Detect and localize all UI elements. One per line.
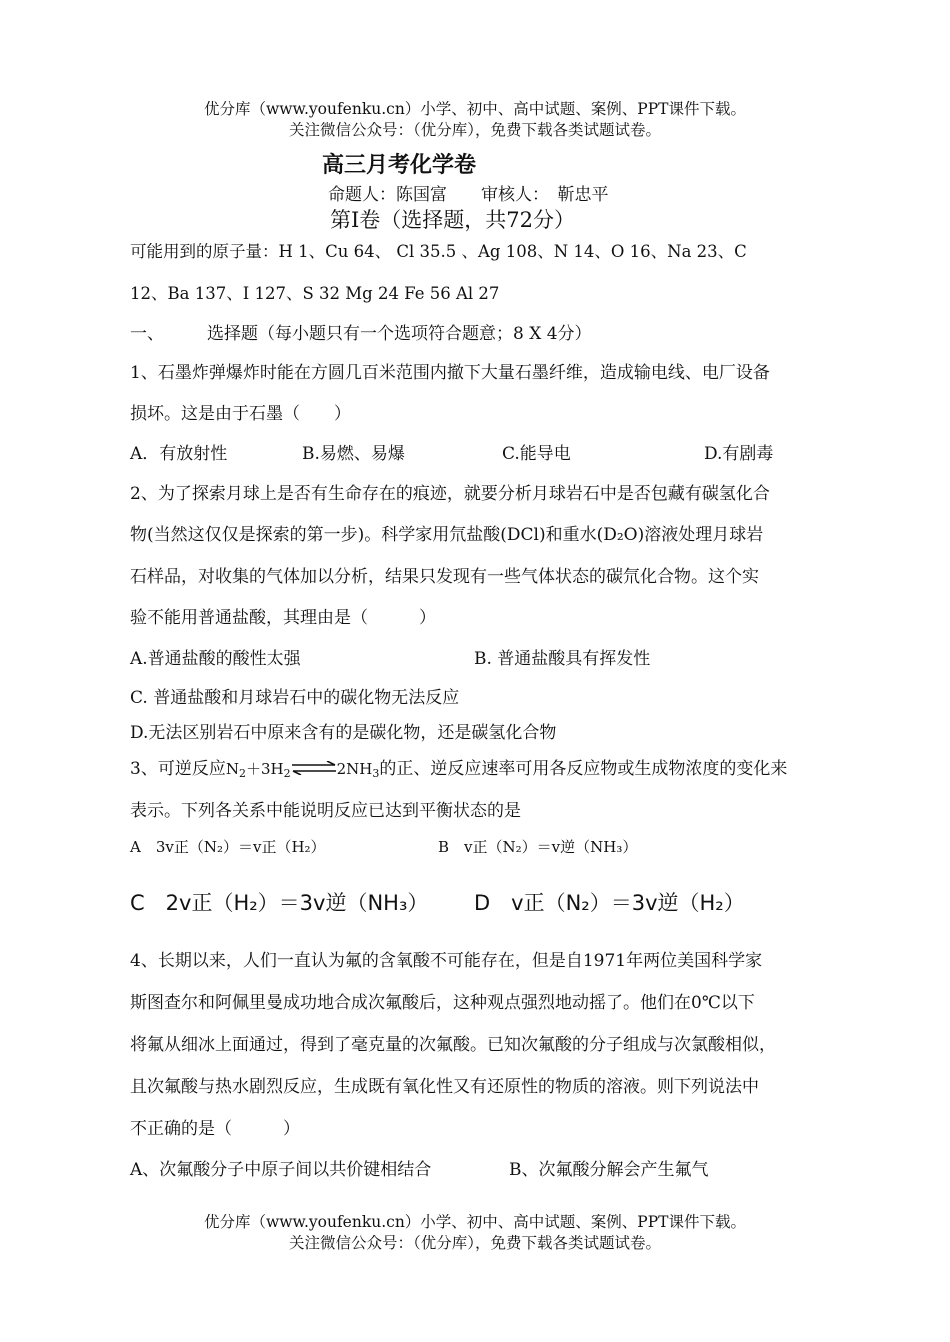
footer-line-1: 优分库（www.youfenku.cn）小学、初中、高中试题、案例、PPT课件下载。 [203, 1213, 747, 1231]
header-line-1: 优分库（www.youfenku.cn）小学、初中、高中试题、案例、PPT课件下载。 [203, 100, 747, 118]
q1-option-c: C.能导电 [502, 444, 571, 464]
header-line-2: 关注微信公众号：（优分库），免费下载各类试题试卷。 [288, 121, 661, 139]
q3-reactants: $N_2+3H_2$ [225, 760, 291, 780]
q1-option-a: A．有放射性 [130, 444, 228, 464]
q3-option-c-text: C 2v正（H₂）＝3v逆（NH₃） [130, 891, 429, 915]
section-heading: 选择题（每小题只有一个选项符合题意；8 X 4分） [207, 324, 592, 344]
q2-option-c: C. 普通盐酸和月球岩石中的碳化物无法反应 [130, 688, 460, 708]
q1-option-b: B.易燃、易爆 [302, 444, 405, 464]
q4-option-a: A、次氟酸分子中原子间以共价键相结合 [130, 1160, 432, 1180]
section-number: 一、 [130, 324, 164, 344]
q2-line-1: 2、为了探索月球上是否有生命存在的痕迹，就要分析月球岩石中是否包藏有碳氢化合 [130, 484, 770, 504]
q3-product: $2NH_3$ [336, 760, 380, 780]
q4-line-2: 斯图查尔和阿佩里曼成功地合成次氟酸后，这种观点强烈地动摇了。他们在0℃以下 [130, 993, 755, 1013]
q2-line-2: 物(当然这仅仅是探索的第一步)。科学家用氘盐酸(DCl)和重水(D₂O)溶液处理月球岩 [130, 525, 764, 545]
q4-option-b: B、次氟酸分解会产生氟气 [509, 1160, 709, 1180]
footer-line-2: 关注微信公众号：（优分库），免费下载各类试题试卷。 [288, 1234, 661, 1252]
q1-line-2: 损坏。这是由于石墨（ ） [130, 404, 351, 424]
q3-line-2: 表示。下列各关系中能说明反应已达到平衡状态的是 [130, 801, 521, 821]
q2-option-a: A.普通盐酸的酸性太强 [130, 649, 301, 669]
atomic-masses-line-1: 可能用到的原子量：H 1、Cu 64、 Cl 35.5 、Ag 108、N 14、O 16、Na 23、C [130, 242, 747, 261]
authors: 命题人：陈国富 审核人： 靳忠平 [328, 185, 609, 205]
reversible-arrow-icon [291, 761, 337, 775]
q3-option-d [474, 887, 745, 917]
q3-option-c [130, 887, 428, 917]
part-title: 第Ⅰ卷（选择题，共72分） [330, 208, 576, 232]
atomic-masses-line-2: 12、Ba 137、I 127、S 32 Mg 24 Fe 56 Al 27 [130, 284, 500, 303]
q3-option-a-text: A 3v正（N₂）＝v正（H₂） [130, 838, 326, 856]
q3-option-d-text: D v正（N₂）＝3v逆（H₂） [474, 891, 745, 915]
q3-line-1 [130, 754, 787, 779]
q1-line-1: 1、石墨炸弹爆炸时能在方圆几百米范围内撤下大量石墨纤维，造成输电线、电厂设备 [130, 363, 770, 383]
q4-line-4: 且次氟酸与热水剧烈反应，生成既有氧化性又有还原性的物质的溶液。则下列说法中 [130, 1077, 759, 1097]
page-title: 高三月考化学卷 [322, 153, 477, 178]
q3-line-1-prefix: 3、可逆反应 [130, 759, 226, 779]
q2-line-4: 验不能用普通盐酸，其理由是（ ） [130, 608, 436, 628]
q2-line-3: 石样品，对收集的气体加以分析，结果只发现有一些气体状态的碳氘化合物。这个实 [130, 567, 759, 587]
q3-option-a [130, 836, 326, 857]
q1-option-d: D.有剧毒 [704, 444, 774, 464]
q3-option-b-text: B v正（N₂）＝v逆（NH₃） [438, 838, 638, 856]
q2-option-d: D.无法区别岩石中原来含有的是碳化物，还是碳氢化合物 [130, 723, 557, 743]
q2-option-b: B. 普通盐酸具有挥发性 [474, 649, 651, 669]
q4-line-5: 不正确的是（ ） [130, 1119, 300, 1139]
q3-option-b [438, 836, 637, 857]
q3-line-1-suffix: 的正、逆反应速率可用各反应物或生成物浓度的变化来 [379, 759, 788, 779]
q4-line-3: 将氟从细冰上面通过，得到了毫克量的次氟酸。已知次氟酸的分子组成与次氯酸相似， [130, 1035, 776, 1055]
q4-line-1: 4、长期以来，人们一直认为氟的含氧酸不可能存在，但是自1971年两位美国科学家 [130, 951, 763, 971]
